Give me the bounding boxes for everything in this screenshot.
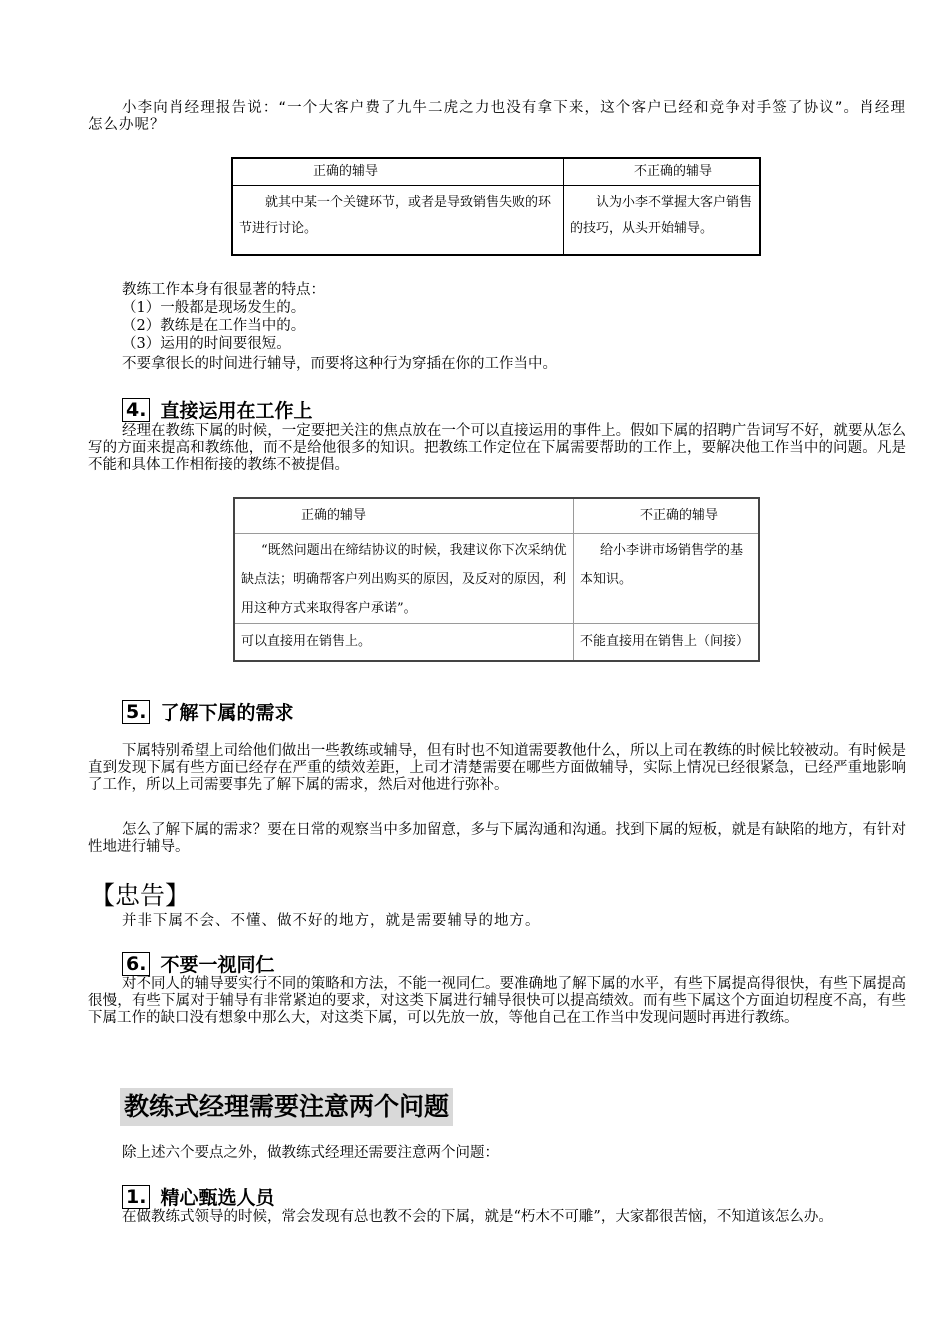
advice-text: 并非下属不会、不懂、做不好的地方，就是需要辅导的地方。 <box>122 913 541 929</box>
table-cell: 不能直接用在销售上（间接） <box>574 624 760 662</box>
table-header-cell: 不正确的辅导 <box>564 158 761 186</box>
table-cell: 就其中某一个关键环节，或者是导致销售失败的环节进行讨论。 <box>232 186 564 256</box>
subsection-1-heading <box>122 1183 274 1210</box>
table-cell: 认为小李不掌握大客户销售的技巧，从头开始辅导。 <box>564 186 761 256</box>
main-section-intro: 除上述六个要点之外，做教练式经理还需要注意两个问题： <box>122 1145 499 1161</box>
table-header-cell: 不正确的辅导 <box>574 498 760 534</box>
table-row <box>234 624 759 662</box>
table-row <box>234 534 759 624</box>
section-number: 4. <box>122 398 150 422</box>
section-title: 不要一视同仁 <box>160 954 275 976</box>
main-section-heading: 教练式经理需要注意两个问题 <box>120 1088 453 1126</box>
section-6-body: 对不同人的辅导要实行不同的策略和方法，不能一视同仁。要准确地了解下属的水平，有些下属提高得很快，有些下属提高很慢，有些下属对于辅导有非常紧迫的要求，对这类下属进行辅导很快可以提高绩效。而有些下属这个方面迫切程度不高，有些下属工作的缺口没有想象中那么大，对这类下属，可以先放一放，等他自己在工作当中发现问题时再进行教练。 <box>88 976 906 1026</box>
table-header-row <box>234 498 759 534</box>
coaching-table-2 <box>233 497 760 662</box>
table-header-cell: 正确的辅导 <box>232 158 564 186</box>
feature-item: （1）一般都是现场发生的。 <box>122 300 306 316</box>
intro-paragraph: 小李向肖经理报告说：“一个大客户费了九牛二虎之力也没有拿下来，这个客户已经和竞争对手签了协议”。肖经理怎么办呢？ <box>88 100 906 133</box>
section-number: 5. <box>122 700 150 724</box>
features-title: 教练工作本身有很显著的特点： <box>122 282 325 298</box>
section-5-paragraph-2: 怎么了解下属的需求？要在日常的观察当中多加留意，多与下属沟通和沟通。找到下属的短板，就是有缺陷的地方，有针对性地进行辅导。 <box>88 822 906 855</box>
table-row <box>232 186 760 256</box>
table-header-row <box>232 158 760 186</box>
table-cell: “既然问题出在缔结协议的时候，我建议你下次采纳优缺点法；明确帮客户列出购买的原因，及反对的原因，利用这种方式来取得客户承诺”。 <box>234 534 574 624</box>
section-number: 1. <box>122 1185 150 1209</box>
feature-item: （2）教练是在工作当中的。 <box>122 318 306 334</box>
section-title: 直接运用在工作上 <box>160 400 313 422</box>
section-6-heading <box>122 950 274 977</box>
subsection-1-body: 在做教练式领导的时候，常会发现有总也教不会的下属，就是“朽木不可雕”，大家都很苦恼，不知道该怎么办。 <box>122 1209 833 1225</box>
section-title: 了解下属的需求 <box>160 702 294 724</box>
features-closing: 不要拿很长的时间进行辅导，而要将这种行为穿插在你的工作当中。 <box>122 356 557 372</box>
feature-item: （3）运用的时间要很短。 <box>122 336 291 352</box>
coaching-table-1 <box>231 157 761 256</box>
section-number: 6. <box>122 952 150 976</box>
table-cell: 可以直接用在销售上。 <box>234 624 574 662</box>
section-5-paragraph-1: 下属特别希望上司给他们做出一些教练或辅导，但有时也不知道需要教他什么，所以上司在教练的时候比较被动。有时候是直到发现下属有些方面已经存在严重的绩效差距，上司才清楚需要在哪些方面做辅导，实际上情况已经很紧急，已经严重地影响了工作，所以上司需要事先了解下属的需求，然后对他进行弥补。 <box>88 743 906 793</box>
advice-heading: 【忠告】 <box>90 881 191 910</box>
section-title: 精心甄选人员 <box>160 1187 275 1209</box>
table-cell: 给小李讲市场销售学的基本知识。 <box>574 534 760 624</box>
section-4-heading <box>122 396 312 423</box>
table-header-cell: 正确的辅导 <box>234 498 574 534</box>
section-5-heading <box>122 698 293 725</box>
section-4-body: 经理在教练下属的时候，一定要把关注的焦点放在一个可以直接运用的事件上。假如下属的招聘广告词写不好，就要从怎么写的方面来提高和教练他，而不是给他很多的知识。把教练工作定位在下属需要帮助的工作上，要解决他工作当中的问题。凡是不能和具体工作相衔接的教练不被提倡。 <box>88 423 906 473</box>
